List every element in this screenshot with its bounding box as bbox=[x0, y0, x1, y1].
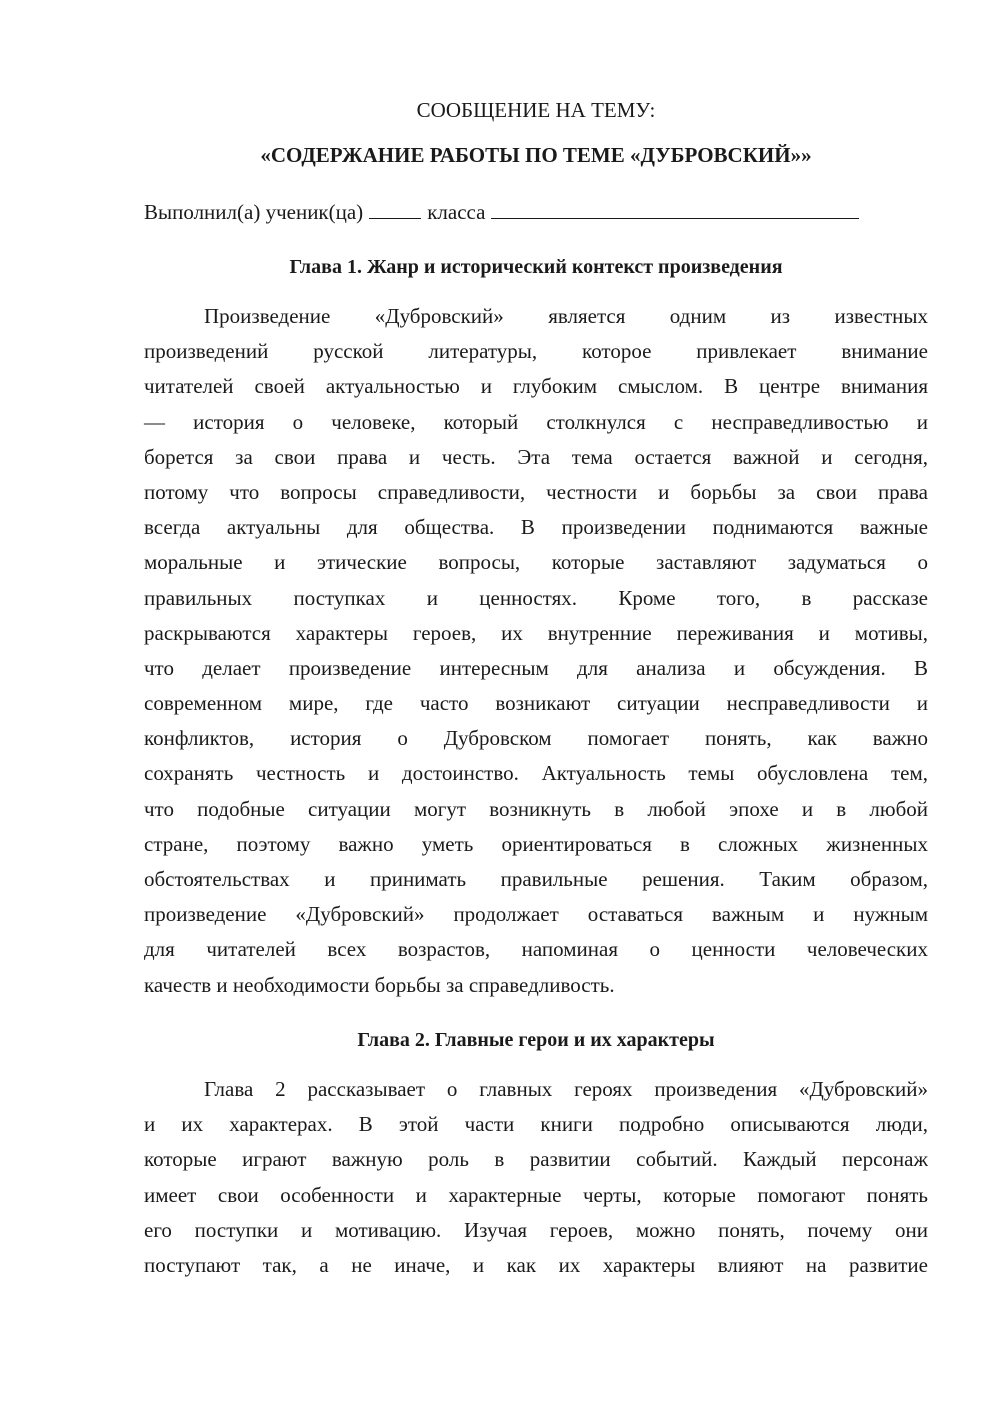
paragraph-line: борется за свои права и честь. Эта тема остается важной и сегодня, bbox=[144, 444, 928, 469]
paragraph-line: моральные и этические вопросы, которые заставляют задуматься о bbox=[144, 550, 928, 575]
paragraph-line: Глава 2 рассказывает о главных героях произведения «Дубровский» bbox=[204, 1077, 928, 1101]
author-prefix: Выполнил(а) ученик(ца) bbox=[144, 200, 364, 224]
paragraph-line: которые играют важную роль в развитии событий. Каждый персонаж bbox=[144, 1147, 928, 1172]
paragraph-line: Произведение «Дубровский» является одним из известных bbox=[204, 304, 928, 328]
paragraph-line: стране, поэтому важно уметь ориентироваться в сложных жизненных bbox=[144, 831, 928, 856]
paragraph-line: поступают так, а не иначе, и как их характеры влияют на развитие bbox=[144, 1252, 928, 1277]
paragraph-line: сохранять честность и достоинство. Актуальность темы обусловлена тем, bbox=[144, 761, 928, 786]
paragraph-line: что подобные ситуации могут возникнуть в любой эпохе и в любой bbox=[144, 796, 928, 821]
paragraph-line: — история о человеке, который столкнулся с несправедливостью и bbox=[144, 409, 928, 434]
paragraph-line: его поступки и мотивацию. Изучая героев, можно понять, почему они bbox=[144, 1217, 928, 1242]
paragraph-line: для читателей всех возрастов, напоминая о ценности человеческих bbox=[144, 937, 928, 962]
paragraph-line: раскрываются характеры героев, их внутренние переживания и мотивы, bbox=[144, 620, 928, 645]
paragraph-line: правильных поступках и ценностях. Кроме того, в рассказе bbox=[144, 585, 928, 610]
chapter-1-paragraph bbox=[144, 299, 928, 1003]
paragraph-line: потому что вопросы справедливости, честности и борьбы за свои права bbox=[144, 479, 928, 504]
chapter-2-heading: Глава 2. Главные герои и их характеры bbox=[357, 1029, 715, 1051]
paragraph-line: произведение «Дубровский» продолжает оставаться важным и нужным bbox=[144, 902, 928, 927]
class-label: класса bbox=[427, 200, 486, 224]
name-blank bbox=[491, 198, 859, 219]
paragraph-line: конфликтов, история о Дубровском помогает понять, как важно bbox=[144, 726, 928, 751]
paragraph-line: произведений русской литературы, которое привлекает внимание bbox=[144, 339, 928, 364]
paragraph-line: обстоятельствах и принимать правильные решения. Таким образом, bbox=[144, 867, 928, 891]
paragraph-line: качеств и необходимости борьбы за справедливость. bbox=[144, 972, 615, 997]
paragraph-line: современном мире, где часто возникают ситуации несправедливости и bbox=[144, 691, 928, 716]
chapter-2-paragraph bbox=[144, 1072, 928, 1283]
paragraph-line: имеет свои особенности и характерные черты, которые помогают понять bbox=[144, 1182, 928, 1207]
paragraph-line: что делает произведение интересным для анализа и обсуждения. В bbox=[144, 655, 928, 680]
chapter-1-heading: Глава 1. Жанр и исторический контекст произведения bbox=[289, 256, 783, 278]
author-line bbox=[144, 196, 928, 228]
paragraph-line: всегда актуальны для общества. В произведении поднимаются важные bbox=[144, 515, 928, 540]
document-topic: «СОДЕРЖАНИЕ РАБОТЫ ПО ТЕМЕ «ДУБРОВСКИЙ»» bbox=[260, 143, 812, 167]
paragraph-line: и их характерах. В этой части книги подробно описываются люди, bbox=[144, 1112, 928, 1137]
paragraph-line: читателей своей актуальностью и глубоким смыслом. В центре внимания bbox=[144, 374, 928, 399]
document-subject: СООБЩЕНИЕ НА ТЕМУ: bbox=[416, 98, 656, 122]
grade-blank bbox=[369, 198, 421, 219]
